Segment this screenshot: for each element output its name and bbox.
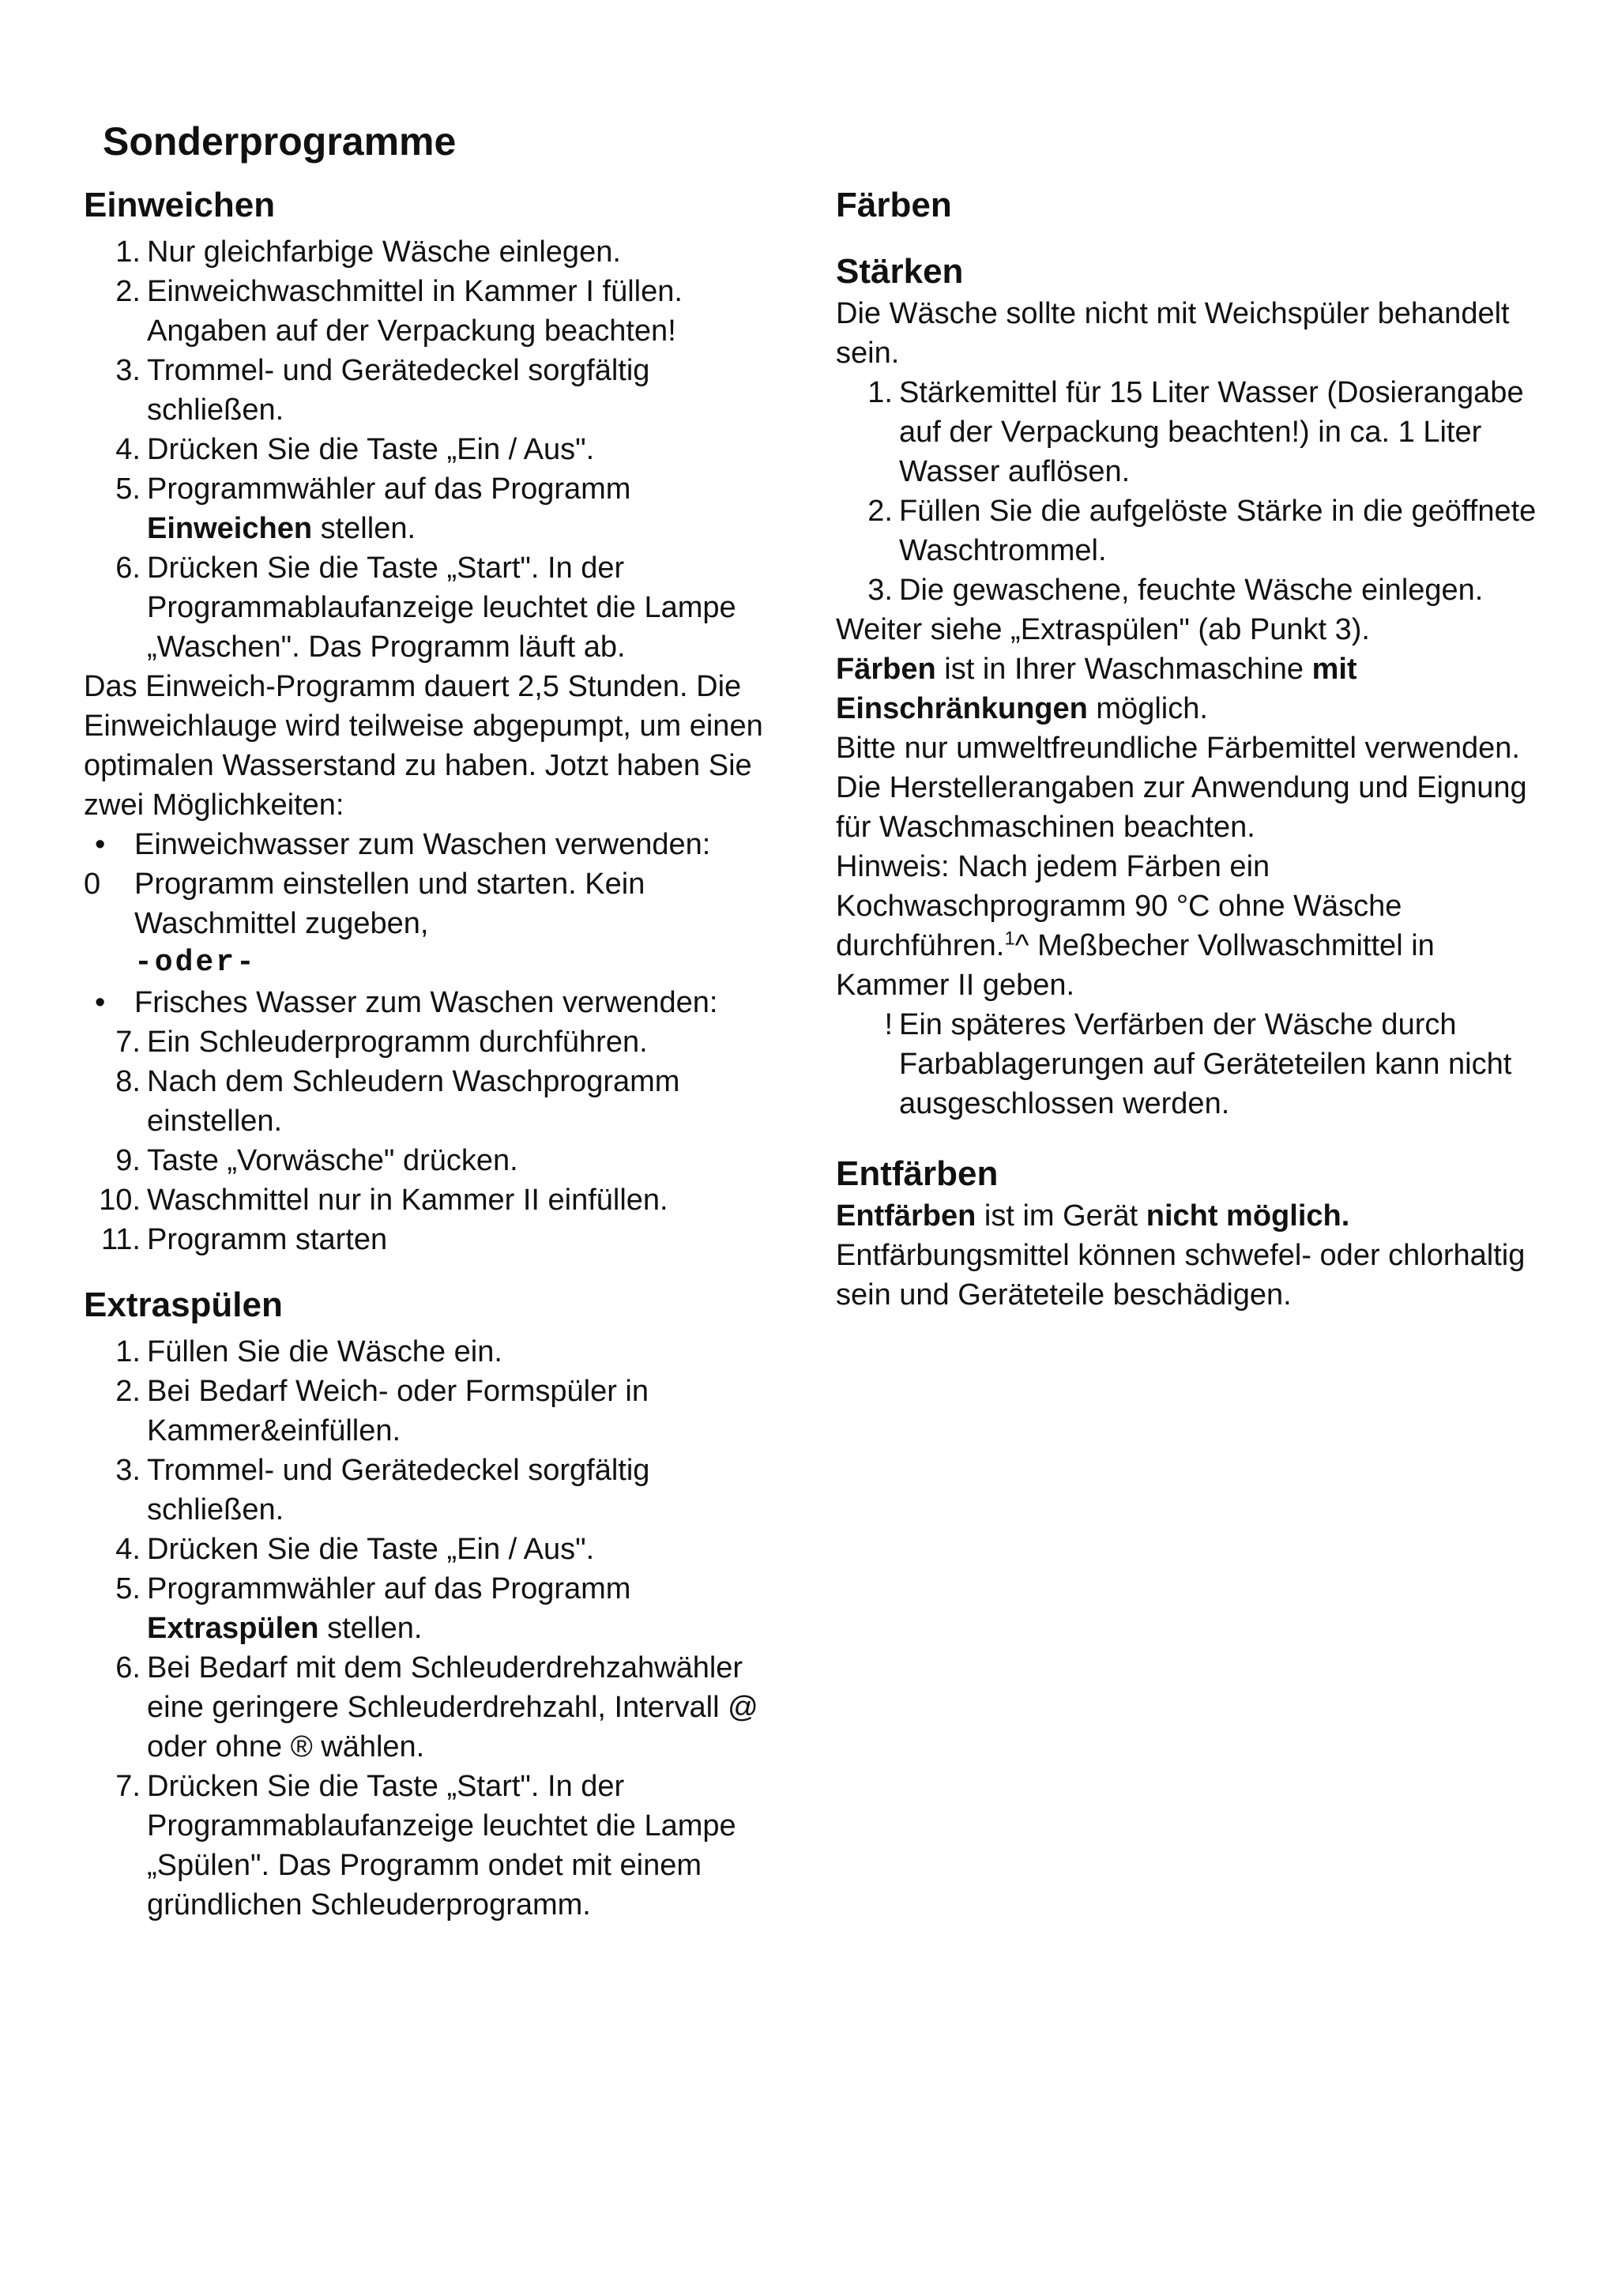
step-text: Trommel- und Gerätedeckel sorgfältig schließen. [147, 354, 650, 427]
warning-icon: ! [884, 1008, 893, 1041]
warning-item [836, 1005, 1539, 1124]
left-column [84, 183, 779, 1925]
section-heading-staerken: Stärken [836, 252, 964, 291]
program-name-bold: Extraspülen [147, 1612, 319, 1645]
bullet-icon: • [95, 986, 106, 1019]
hint-superscript: 1 [1004, 928, 1015, 950]
section-heading-entfaerben: Entfärben [836, 1154, 999, 1193]
extraspuelen-steps [84, 1332, 779, 1925]
dye-advice: Bitte nur umweltfreundliche Färbemittel verwenden. Die Herstellerangaben zur Anwendung und Eignung für Waschmaschinen beachten. [836, 732, 1527, 844]
entfaerben-text [836, 1196, 1539, 1315]
bullet-item [84, 825, 779, 864]
list-item [84, 548, 779, 667]
text: ist im Gerät [976, 1199, 1146, 1233]
step-number: 2. [115, 275, 141, 308]
step-number: 2. [867, 495, 893, 528]
list-item [84, 1141, 779, 1180]
step-number: 10. [99, 1184, 141, 1217]
step-text: Trommel- und Gerätedeckel sorgfältig schließen. [147, 1454, 650, 1526]
step-number: 5. [115, 1572, 141, 1605]
staerken-intro: Die Wäsche sollte nicht mit Weichspüler behandelt sein. [836, 297, 1510, 370]
list-item [84, 1332, 779, 1372]
list-item [84, 232, 779, 272]
step-text: Nach dem Schleudern Waschprogramm einstellen. [147, 1065, 680, 1138]
step-text: Bei Bedarf Weich- oder Formspüler in Kammer&einfüllen. [147, 1375, 649, 1447]
bold-text: Entfärben [836, 1199, 976, 1233]
step-text: Stärkemittel für 15 Liter Wasser (Dosierangabe auf der Verpackung beachten!) in ca. 1 Liter Wasser auflösen. [899, 376, 1524, 488]
step-number: 5. [115, 472, 141, 506]
bold-text: Färben [836, 653, 936, 686]
step-number: 8. [115, 1065, 141, 1098]
step-text: Waschmittel nur in Kammer II einfüllen. [147, 1184, 668, 1217]
list-item [836, 373, 1539, 491]
step-number: 3. [115, 1454, 141, 1487]
section-heading-faerben: Färben [836, 186, 952, 224]
step-number: 11. [100, 1223, 141, 1256]
zero-item [84, 864, 779, 943]
section-heading-extraspuelen: Extraspülen [84, 1285, 283, 1324]
step-number: 9. [115, 1144, 141, 1177]
step-text: Ein Schleuderprogramm durchführen. [147, 1026, 648, 1059]
step-text: Drücken Sie die Taste „Ein / Aus". [147, 433, 595, 466]
page-title: Sonderprogramme [103, 119, 457, 164]
step-text: Bei Bedarf mit dem Schleuderdrehzahwähler eine geringere Schleuderdrehzahl, Intervall @ oder ohne ® wählen. [147, 1651, 758, 1763]
list-item [84, 351, 779, 430]
step-text: Drücken Sie die Taste „Start". In der Programmablaufanzeige leuchtet die Lampe „Waschen". Das Programm läuft ab. [147, 551, 736, 664]
einweichen-steps [84, 232, 779, 667]
program-name-bold: Einweichen [147, 512, 313, 545]
list-item [84, 430, 779, 469]
zero-mark: 0 [84, 868, 101, 901]
step-text: Drücken Sie die Taste „Start". In der Programmablaufanzeige leuchtet die Lampe „Spülen". Das Programm ondet mit einem gründlichen Schleuderprogramm. [147, 1770, 736, 1921]
warning-text: Ein späteres Verfärben der Wäsche durch Farbablagerungen auf Geräteteilen kann nicht ausgeschlossen werden. [899, 1008, 1512, 1120]
hint-part: ^ Meßbecher Vollwaschmittel in Kammer II geben. [836, 929, 1435, 1002]
step-text: Taste „Vorwäsche" drücken. [147, 1144, 518, 1177]
list-item [84, 469, 779, 548]
step-text: Drücken Sie die Taste „Ein / Aus". [147, 1533, 595, 1566]
step-text: Nur gleichfarbige Wäsche einlegen. [147, 235, 621, 269]
step-number: 7. [115, 1026, 141, 1059]
step-text-part: stellen. [312, 512, 416, 545]
step-text-part: Programmwähler auf das Programm [147, 472, 631, 506]
step-text: Die gewaschene, feuchte Wäsche einlegen. [899, 574, 1484, 607]
step-number: 6. [115, 1651, 141, 1684]
list-item [84, 1062, 779, 1141]
list-item [84, 1569, 779, 1648]
list-item [84, 1451, 779, 1530]
see-also-text: Weiter siehe „Extraspülen" (ab Punkt 3). [836, 613, 1370, 646]
bullet-icon: • [95, 828, 106, 861]
step-number: 7. [115, 1770, 141, 1803]
bold-text: mit Einschränkungen [836, 653, 1357, 725]
list-item [84, 1767, 779, 1925]
list-item [836, 491, 1539, 570]
step-number: 2. [115, 1375, 141, 1408]
list-item [84, 1648, 779, 1767]
list-item [84, 1372, 779, 1451]
right-column [836, 183, 1539, 1315]
list-item [84, 1220, 779, 1259]
step-number: 6. [115, 551, 141, 585]
list-item [84, 1530, 779, 1569]
step-number: 4. [115, 1533, 141, 1566]
bold-text: nicht möglich. [1146, 1199, 1350, 1233]
hint-part: Hinweis: Nach jedem Färben ein Kochwaschprogramm 90 °C ohne Wäsche durchführen. [836, 850, 1402, 962]
bullet-text: Einweichwasser zum Waschen verwenden: [134, 828, 711, 861]
oder-text: -oder- [134, 946, 257, 980]
text: Entfärbungsmittel können schwefel- oder chlorhaltig sein und Geräteteile beschädigen. [836, 1239, 1526, 1312]
step-number: 1. [115, 235, 141, 269]
list-item [836, 570, 1539, 610]
step-text: Einweichwaschmittel in Kammer I füllen. Angaben auf der Verpackung beachten! [147, 275, 683, 348]
bullet-item [84, 983, 779, 1022]
step-text [147, 469, 779, 548]
hint-text [836, 847, 1539, 1005]
step-text-part: stellen. [318, 1612, 423, 1645]
einweichen-steps-continued [84, 1022, 779, 1259]
step-text [147, 1569, 779, 1648]
faerben-restriction [836, 649, 1539, 728]
step-number: 3. [867, 574, 893, 607]
step-text: Programm starten [147, 1223, 388, 1256]
staerken-steps [836, 373, 1539, 610]
text: ist in Ihrer Waschmaschine [935, 653, 1312, 686]
einweichen-paragraph: Das Einweich-Programm dauert 2,5 Stunden. Die Einweichlauge wird teilweise abgepumpt, um einen optimalen Wasserstand zu haben. Jotzt haben Sie zwei Möglichkeiten: [84, 670, 763, 822]
step-number: 1. [115, 1335, 141, 1368]
zero-text: Programm einstellen und starten. Kein Waschmittel zugeben, [134, 868, 645, 940]
step-number: 4. [115, 433, 141, 466]
list-item [84, 272, 779, 351]
step-text-part: Programmwähler auf das Programm [147, 1572, 631, 1605]
step-text: Füllen Sie die aufgelöste Stärke in die geöffnete Waschtrommel. [899, 495, 1537, 567]
step-number: 3. [115, 354, 141, 387]
bullet-text: Frisches Wasser zum Waschen verwenden: [134, 986, 718, 1019]
step-number: 1. [867, 376, 893, 409]
text: möglich. [1087, 692, 1208, 725]
list-item [84, 1022, 779, 1062]
step-text: Füllen Sie die Wäsche ein. [147, 1335, 502, 1368]
list-item [84, 1180, 779, 1220]
section-heading-einweichen: Einweichen [84, 186, 276, 224]
